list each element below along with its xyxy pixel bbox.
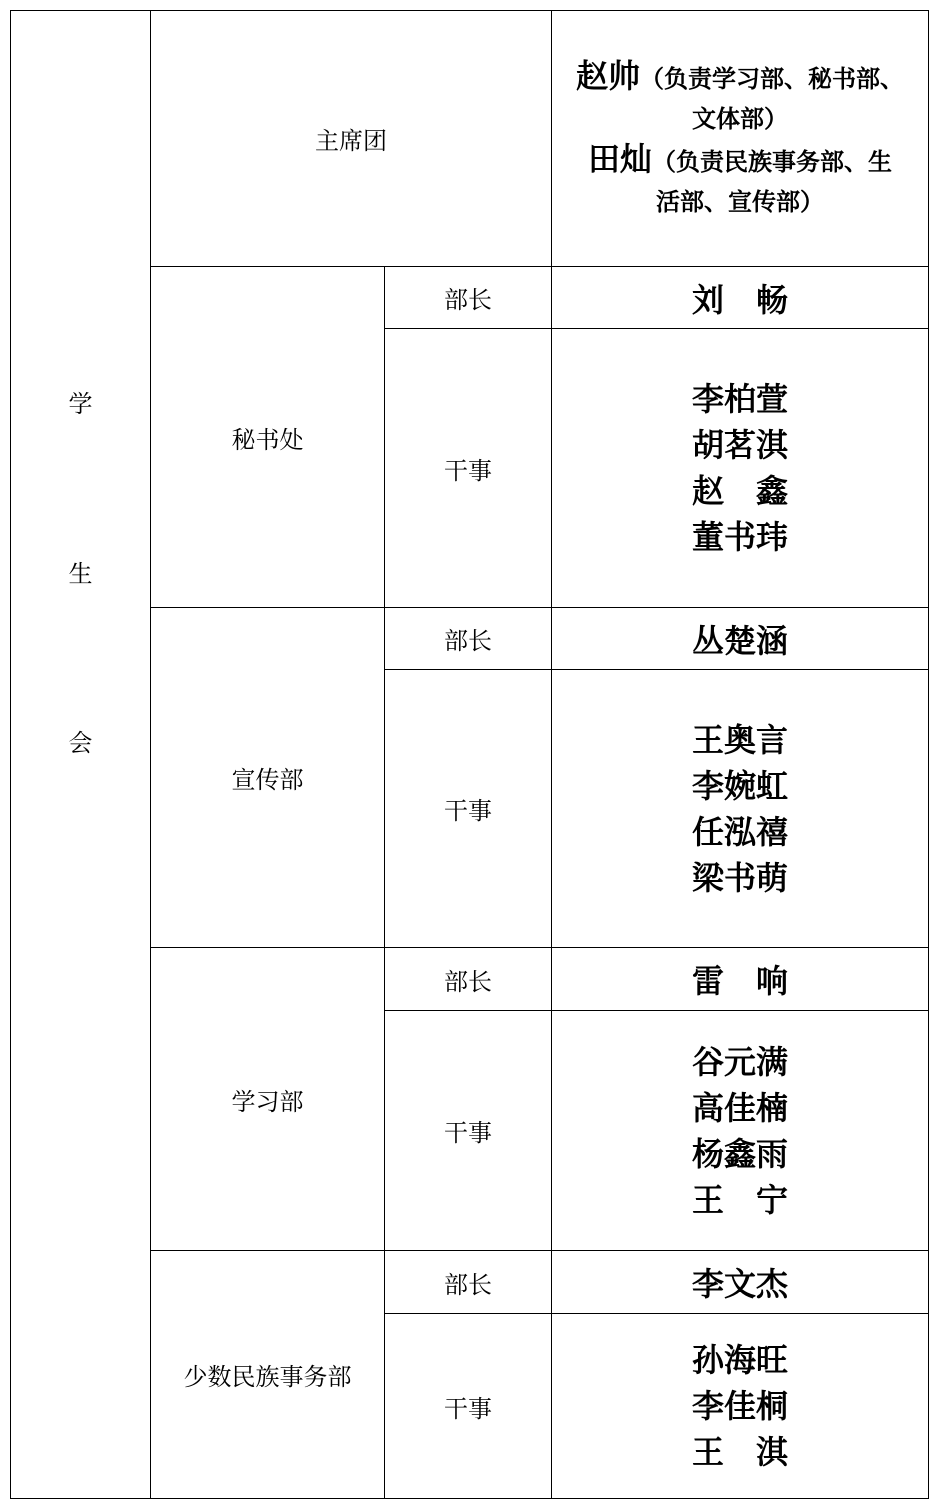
department-name-text: 宣传部 bbox=[231, 766, 304, 794]
member-name: 田灿 bbox=[587, 139, 652, 178]
department-staff bbox=[552, 329, 928, 607]
head-name: 刘 畅 bbox=[691, 280, 788, 319]
role-label-text: 部长 bbox=[444, 286, 492, 314]
staff-name: 李柏萱 bbox=[691, 380, 788, 418]
organization-char: 会 bbox=[68, 729, 93, 757]
head-name: 李文杰 bbox=[691, 1265, 788, 1303]
staff-name: 董书玮 bbox=[691, 518, 788, 556]
role-label-text: 干事 bbox=[444, 1119, 492, 1147]
staff-role-label bbox=[385, 1314, 551, 1498]
organization-char: 学 bbox=[68, 390, 93, 418]
staff-role-label bbox=[385, 329, 551, 607]
member-name: 赵帅 bbox=[575, 56, 640, 95]
department-name-text: 秘书处 bbox=[231, 425, 304, 454]
presidium-members bbox=[552, 11, 928, 266]
role-label-text: 干事 bbox=[444, 1394, 492, 1423]
staff-name: 王 宁 bbox=[691, 1180, 788, 1219]
staff-name: 李佳桐 bbox=[691, 1387, 788, 1425]
department-staff bbox=[552, 1314, 928, 1498]
presidium-member bbox=[576, 139, 904, 182]
presidium-label-text: 主席团 bbox=[315, 127, 387, 155]
department-head bbox=[552, 948, 928, 1010]
member-duty: （负责学习部、秘书部、 bbox=[640, 64, 904, 93]
organization-char: 生 bbox=[68, 559, 93, 588]
staff-name: 赵 鑫 bbox=[691, 472, 788, 510]
role-label-text: 部长 bbox=[444, 1270, 492, 1299]
staff-name: 谷元满 bbox=[691, 1042, 788, 1081]
role-label-text: 部长 bbox=[444, 967, 492, 996]
head-role-label bbox=[385, 608, 551, 669]
member-duty: （负责民族事务部、生 bbox=[652, 147, 892, 176]
department-staff bbox=[552, 1011, 928, 1250]
presidium-label bbox=[151, 11, 551, 266]
department-name bbox=[151, 948, 384, 1250]
head-role-label bbox=[385, 948, 551, 1010]
department-name bbox=[151, 267, 384, 607]
staff-name: 王奥言 bbox=[691, 720, 788, 759]
head-name: 雷 响 bbox=[691, 962, 788, 1000]
head-role-label bbox=[385, 1251, 551, 1313]
department-head bbox=[552, 1251, 928, 1313]
staff-role-label bbox=[385, 670, 551, 947]
department-name bbox=[151, 1251, 384, 1498]
role-label-text: 干事 bbox=[444, 456, 492, 485]
department-staff bbox=[552, 670, 928, 947]
department-name bbox=[151, 608, 384, 947]
staff-name: 胡茗淇 bbox=[691, 426, 788, 464]
staff-name: 孙海旺 bbox=[691, 1341, 788, 1379]
presidium-member-duty-cont: 文体部） bbox=[691, 104, 788, 133]
head-name: 丛楚涵 bbox=[691, 621, 788, 660]
head-role-label bbox=[385, 267, 551, 328]
presidium-member-duty-cont: 活部、宣传部） bbox=[655, 187, 824, 216]
staff-name: 梁书萌 bbox=[691, 858, 788, 897]
organization-column bbox=[11, 384, 150, 758]
department-name-text: 少数民族事务部 bbox=[183, 1363, 352, 1391]
staff-role-label bbox=[385, 1011, 551, 1250]
staff-name: 李婉虹 bbox=[691, 766, 788, 805]
staff-name: 任泓禧 bbox=[691, 812, 788, 851]
department-head bbox=[552, 608, 928, 669]
department-head bbox=[552, 267, 928, 328]
staff-name: 高佳楠 bbox=[691, 1088, 788, 1127]
role-label-text: 部长 bbox=[444, 627, 492, 655]
department-name-text: 学习部 bbox=[231, 1087, 304, 1116]
staff-name: 杨鑫雨 bbox=[691, 1134, 788, 1173]
staff-name: 王 淇 bbox=[691, 1433, 788, 1471]
presidium-member bbox=[576, 56, 904, 99]
role-label-text: 干事 bbox=[444, 797, 492, 825]
